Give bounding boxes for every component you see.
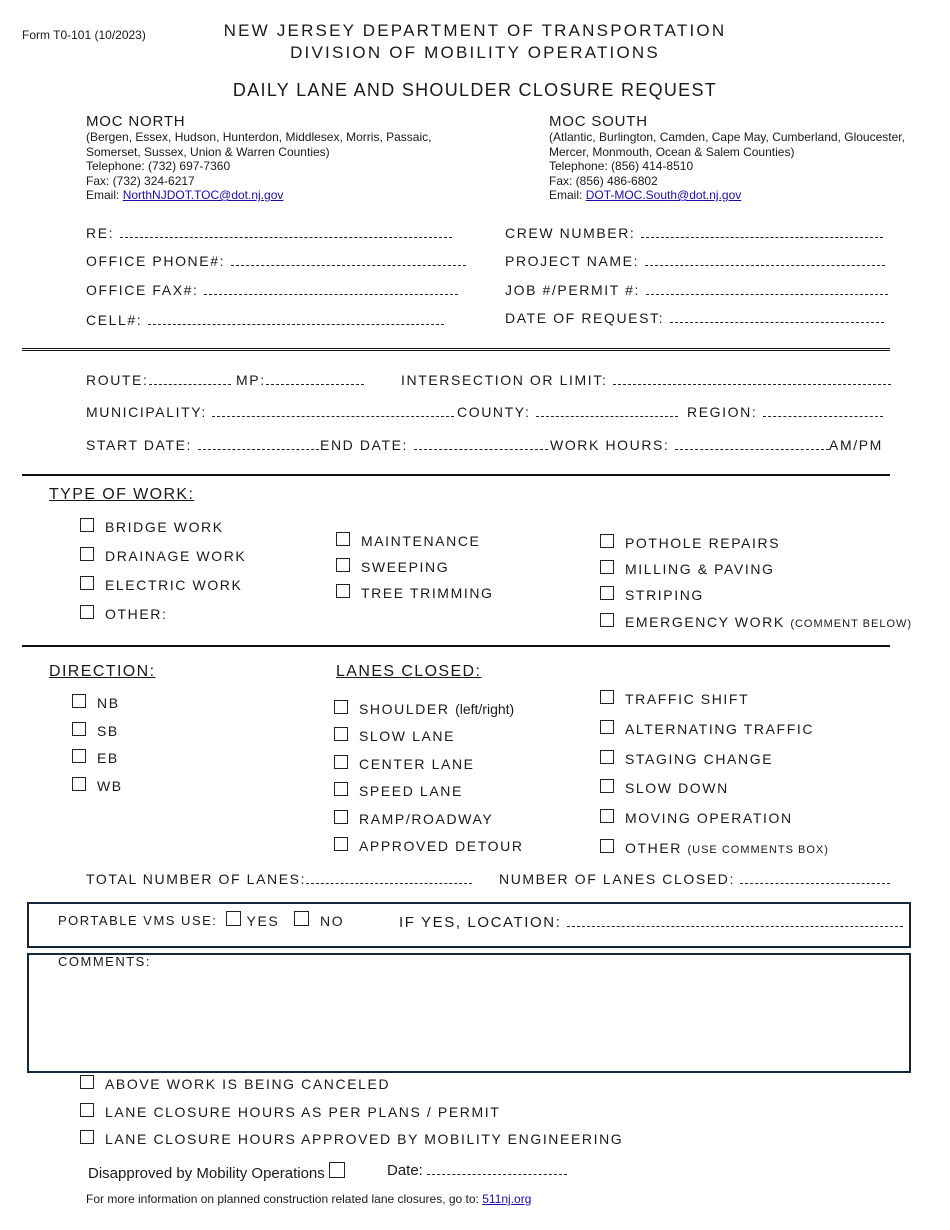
checkbox[interactable]	[600, 534, 614, 548]
checkbox[interactable]	[336, 558, 350, 572]
op-slow-down[interactable]	[600, 779, 729, 796]
total-lanes-field[interactable]	[86, 871, 472, 887]
direction-nb[interactable]	[72, 694, 120, 711]
emergency-note: (COMMENT BELOW)	[790, 618, 913, 630]
checkbox-label: MILLING & PAVING	[624, 561, 775, 577]
vms-label: PORTABLE VMS USE:	[58, 913, 218, 928]
other-note: (USE COMMENTS BOX)	[687, 844, 829, 856]
date-line[interactable]	[427, 1162, 567, 1175]
date-of-request-field[interactable]	[505, 310, 884, 326]
crew-number-field[interactable]	[505, 225, 883, 241]
municipality-line[interactable]	[212, 404, 454, 417]
region-label: REGION:	[687, 404, 758, 420]
vms-yes-option[interactable]	[226, 911, 279, 929]
vms-no-label: NO	[319, 913, 345, 929]
checkbox[interactable]	[600, 690, 614, 704]
re-label: RE:	[86, 225, 115, 241]
ampm-label: AM/PM	[829, 437, 883, 453]
lane-speed-lane[interactable]	[334, 782, 463, 799]
direction-title: DIRECTION:	[49, 663, 156, 680]
op-staging-change[interactable]	[600, 750, 773, 767]
checkbox-label: ABOVE WORK IS BEING CANCELED	[104, 1076, 391, 1092]
division-title: DIVISION OF MOBILITY OPERATIONS	[290, 43, 660, 62]
moc-south-block	[549, 113, 905, 203]
intersection-label: INTERSECTION OR LIMIT:	[401, 372, 608, 388]
total-lanes-line[interactable]	[306, 871, 472, 884]
lane-center-lane[interactable]	[334, 755, 475, 772]
footer-link[interactable]: 511nj.org	[482, 1192, 532, 1206]
project-name-line[interactable]	[645, 253, 885, 266]
checkbox-label: SWEEPING	[360, 559, 450, 575]
job-permit-field[interactable]	[505, 282, 888, 298]
project-name-label: PROJECT NAME:	[505, 253, 640, 269]
direction-wb[interactable]	[72, 777, 123, 794]
start-date-line[interactable]	[198, 437, 324, 450]
checkbox-label: SLOW DOWN	[624, 780, 729, 796]
job-permit-label: JOB #/PERMIT #:	[505, 282, 640, 298]
moc-south-name: MOC SOUTH	[549, 113, 648, 130]
moc-north-phone: Telephone: (732) 697-7360	[86, 159, 231, 173]
moc-south-email-link[interactable]: DOT-MOC.South@dot.nj.gov	[585, 188, 742, 202]
checkbox-label: BRIDGE WORK	[104, 519, 224, 535]
checkbox[interactable]	[600, 613, 614, 627]
checkbox-label: POTHOLE REPAIRS	[624, 535, 781, 551]
checkbox-label: OTHER	[624, 840, 682, 856]
vms-location-label: IF YES, LOCATION:	[399, 914, 562, 931]
checkbox[interactable]	[600, 560, 614, 574]
start-date-field[interactable]	[86, 437, 324, 453]
moc-north-name: MOC NORTH	[86, 113, 186, 130]
checkbox[interactable]	[600, 750, 614, 764]
end-date-line[interactable]	[414, 437, 548, 450]
region-line[interactable]	[763, 404, 883, 417]
check-work-canceled[interactable]	[80, 1075, 390, 1092]
route-label: ROUTE:	[86, 372, 149, 388]
re-field[interactable]	[86, 225, 452, 241]
lane-shoulder[interactable]	[334, 700, 514, 717]
checkbox[interactable]	[294, 911, 309, 926]
checkbox-label: OTHER:	[104, 606, 168, 622]
work-hours-line[interactable]	[675, 437, 829, 450]
date-of-request-label: DATE OF REQUEST:	[505, 310, 665, 326]
office-fax-label: OFFICE FAX#:	[86, 282, 199, 298]
moc-north-block	[86, 113, 431, 203]
checkbox-label: LANE CLOSURE HOURS APPROVED BY MOBILITY ENGINEERING	[104, 1131, 624, 1147]
total-lanes-label: TOTAL NUMBER OF LANES:	[86, 871, 307, 887]
checkbox-label: TREE TRIMMING	[360, 585, 494, 601]
moc-north-counties-1: (Bergen, Essex, Hudson, Hunterdon, Middlesex, Morris, Passaic,	[86, 130, 432, 144]
county-line[interactable]	[536, 404, 678, 417]
section-divider-3	[22, 645, 890, 647]
lanes-closed-count-field[interactable]	[499, 871, 890, 887]
checkbox-label: APPROVED DETOUR	[358, 838, 524, 854]
checkbox[interactable]	[600, 779, 614, 793]
checkbox[interactable]	[80, 576, 94, 590]
check-hours-per-plans[interactable]	[80, 1103, 500, 1120]
checkbox[interactable]	[334, 782, 348, 796]
cell-label: CELL#:	[86, 312, 143, 328]
checkbox[interactable]	[600, 720, 614, 734]
op-alternating-traffic[interactable]	[600, 720, 814, 737]
intersection-line[interactable]	[613, 372, 891, 385]
moc-south-phone: Telephone: (856) 414-8510	[549, 159, 694, 173]
vms-yes-label: YES	[246, 913, 280, 929]
moc-north-email-label: Email:	[86, 188, 120, 202]
checkbox[interactable]	[72, 694, 86, 708]
date-field[interactable]	[387, 1162, 567, 1179]
checkbox[interactable]	[72, 749, 86, 763]
project-name-field[interactable]	[505, 253, 885, 269]
checkbox-label: CENTER LANE	[358, 756, 475, 772]
department-title: NEW JERSEY DEPARTMENT OF TRANSPORTATION	[223, 21, 727, 40]
checkbox[interactable]	[334, 810, 348, 824]
tow-maintenance[interactable]	[336, 532, 480, 549]
checkbox[interactable]	[80, 1130, 94, 1144]
section-divider-2	[22, 474, 890, 476]
form-id: Form T0-101 (10/2023)	[22, 28, 146, 42]
checkbox[interactable]	[334, 700, 348, 714]
vms-location-line[interactable]	[567, 914, 903, 927]
tow-tree-trimming[interactable]	[336, 584, 494, 601]
lane-ramp-roadway[interactable]	[334, 810, 493, 827]
checkbox[interactable]	[80, 605, 94, 619]
footer-text: For more information on planned construction related lane closures, go to:	[86, 1192, 479, 1206]
moc-south-counties-2: Mercer, Monmouth, Ocean & Salem Counties)	[549, 144, 795, 159]
type-of-work-title: TYPE OF WORK:	[49, 486, 195, 503]
checkbox-label: SLOW LANE	[358, 728, 456, 744]
tow-emergency-work[interactable]	[600, 613, 912, 630]
start-date-label: START DATE:	[86, 437, 193, 453]
moc-south-email-label: Email:	[549, 188, 583, 202]
disapproved-field[interactable]	[88, 1162, 345, 1182]
municipality-label: MUNICIPALITY:	[86, 404, 207, 420]
crew-number-line[interactable]	[641, 225, 883, 238]
moc-north-counties-2: Somerset, Sussex, Union & Warren Counties)	[86, 144, 330, 159]
lanes-closed-count-line[interactable]	[740, 871, 890, 884]
checkbox[interactable]	[600, 586, 614, 600]
tow-milling-paving[interactable]	[600, 560, 775, 577]
lanes-closed-count-label: NUMBER OF LANES CLOSED:	[499, 871, 735, 887]
op-moving-operation[interactable]	[600, 809, 793, 826]
checkbox-label: SB	[96, 723, 119, 739]
crew-number-label: CREW NUMBER:	[505, 225, 636, 241]
disapproved-label: Disapproved by Mobility Operations	[88, 1165, 325, 1182]
office-phone-field[interactable]	[86, 253, 466, 269]
mp-line[interactable]	[266, 372, 364, 385]
checkbox-label: STRIPING	[624, 587, 704, 603]
moc-south-fax: Fax: (856) 486-6802	[549, 173, 658, 188]
vms-no-option[interactable]	[294, 911, 344, 929]
tow-electric-work[interactable]	[80, 576, 242, 593]
checkbox-label: ALTERNATING TRAFFIC	[624, 721, 815, 737]
region-field[interactable]	[687, 404, 883, 420]
checkbox-label: SHOULDER	[358, 701, 450, 717]
section-divider-1	[22, 348, 890, 351]
op-traffic-shift[interactable]	[600, 690, 749, 707]
checkbox[interactable]	[80, 1103, 94, 1117]
checkbox-label: MOVING OPERATION	[624, 810, 793, 826]
footer-note	[86, 1192, 531, 1207]
shoulder-note: (left/right)	[455, 701, 515, 717]
lane-approved-detour[interactable]	[334, 837, 524, 854]
checkbox-label: DRAINAGE WORK	[104, 548, 247, 564]
form-title: DAILY LANE AND SHOULDER CLOSURE REQUEST	[232, 80, 718, 100]
checkbox[interactable]	[600, 809, 614, 823]
checkbox-label: WB	[96, 778, 123, 794]
checkbox[interactable]	[80, 547, 94, 561]
checkbox[interactable]	[334, 755, 348, 769]
job-permit-line[interactable]	[646, 282, 888, 295]
checkbox[interactable]	[80, 1075, 94, 1089]
checkbox-label: SPEED LANE	[358, 783, 463, 799]
end-date-field[interactable]	[320, 437, 548, 453]
office-fax-line[interactable]	[204, 282, 458, 295]
checkbox-label: LANE CLOSURE HOURS AS PER PLANS / PERMIT	[104, 1104, 501, 1120]
checkbox[interactable]	[336, 532, 350, 546]
mp-field[interactable]	[236, 372, 364, 388]
cell-field[interactable]	[86, 312, 444, 328]
lane-slow-lane[interactable]	[334, 727, 455, 744]
tow-pothole-repairs[interactable]	[600, 534, 780, 551]
direction-sb[interactable]	[72, 722, 119, 739]
municipality-field[interactable]	[86, 404, 454, 420]
checkbox-label: ELECTRIC WORK	[104, 577, 243, 593]
work-hours-label: WORK HOURS:	[550, 437, 670, 453]
disapproved-checkbox[interactable]	[329, 1162, 345, 1178]
direction-eb[interactable]	[72, 749, 119, 766]
tow-striping[interactable]	[600, 586, 704, 603]
office-fax-field[interactable]	[86, 282, 458, 298]
checkbox-label: EMERGENCY WORK	[624, 614, 785, 630]
checkbox[interactable]	[600, 839, 614, 853]
checkbox[interactable]	[80, 518, 94, 532]
moc-north-email-link[interactable]: NorthNJDOT.TOC@dot.nj.gov	[122, 188, 284, 202]
checkbox-label: STAGING CHANGE	[624, 751, 774, 767]
county-field[interactable]	[457, 404, 678, 420]
date-of-request-line[interactable]	[670, 310, 884, 323]
cell-line[interactable]	[148, 312, 444, 325]
checkbox[interactable]	[334, 837, 348, 851]
tow-bridge-work[interactable]	[80, 518, 224, 535]
checkbox[interactable]	[72, 777, 86, 791]
office-phone-line[interactable]	[231, 253, 466, 266]
lanes-closed-title: LANES CLOSED:	[336, 663, 482, 680]
office-phone-label: OFFICE PHONE#:	[86, 253, 226, 269]
checkbox[interactable]	[226, 911, 241, 926]
comments-box[interactable]	[27, 953, 911, 1073]
tow-sweeping[interactable]	[336, 558, 449, 575]
checkbox-label: NB	[96, 695, 120, 711]
intersection-field[interactable]	[401, 372, 891, 388]
mp-label: MP:	[236, 372, 266, 388]
re-line[interactable]	[120, 225, 452, 238]
checkbox[interactable]	[334, 727, 348, 741]
route-field[interactable]	[86, 372, 231, 388]
check-hours-approved[interactable]	[80, 1130, 623, 1147]
date-label: Date:	[387, 1162, 423, 1179]
work-hours-field[interactable]	[550, 437, 883, 453]
checkbox[interactable]	[72, 722, 86, 736]
checkbox-label: RAMP/ROADWAY	[358, 811, 494, 827]
checkbox-label: MAINTENANCE	[360, 533, 481, 549]
tow-other[interactable]	[80, 605, 167, 622]
moc-north-fax: Fax: (732) 324-6217	[86, 173, 195, 188]
checkbox-label: EB	[96, 750, 119, 766]
op-other[interactable]	[600, 839, 829, 856]
moc-south-counties-1: (Atlantic, Burlington, Camden, Cape May, Cumberland, Gloucester,	[549, 130, 905, 144]
tow-drainage-work[interactable]	[80, 547, 246, 564]
route-line[interactable]	[149, 372, 231, 385]
comments-label: COMMENTS:	[58, 954, 151, 969]
vms-location-field[interactable]	[399, 914, 903, 931]
checkbox-label: TRAFFIC SHIFT	[624, 691, 750, 707]
county-label: COUNTY:	[457, 404, 531, 420]
end-date-label: END DATE:	[320, 437, 409, 453]
checkbox[interactable]	[336, 584, 350, 598]
